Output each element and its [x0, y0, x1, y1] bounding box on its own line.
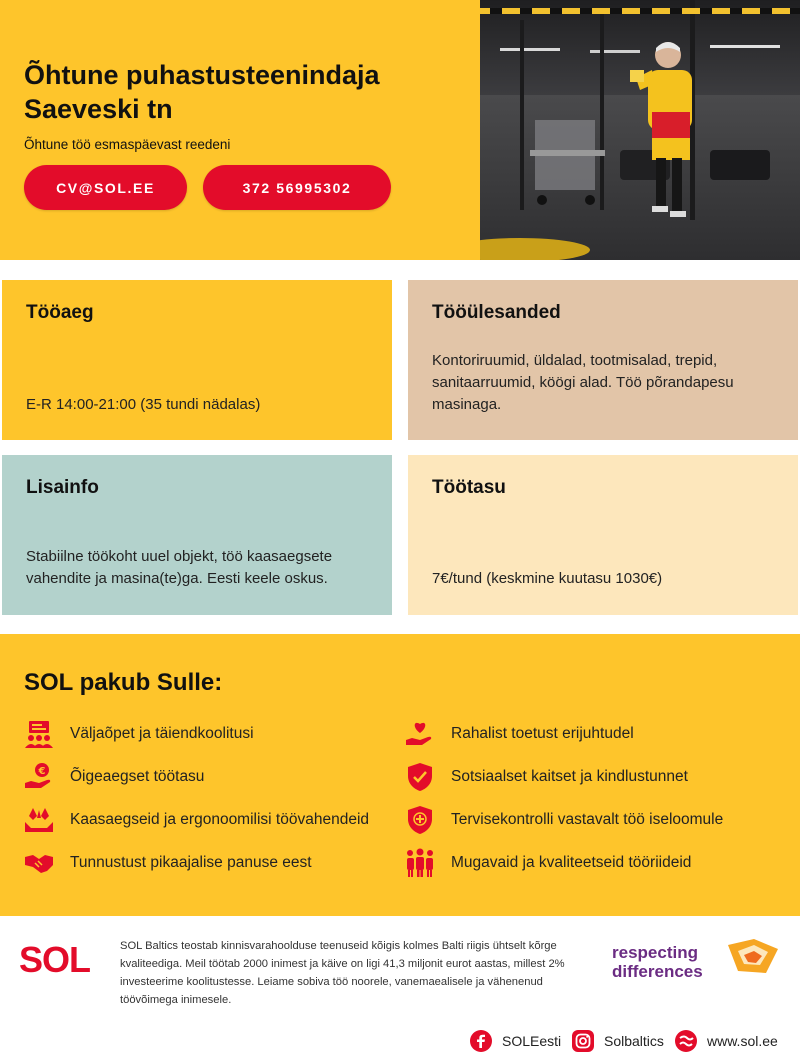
training-icon — [23, 718, 55, 750]
benefit-item — [23, 847, 312, 879]
benefit-item — [404, 761, 688, 793]
benefit-item — [23, 804, 369, 836]
pentagon-mark-icon — [724, 937, 782, 977]
card-text: Stabiilne töökoht uuel objekt, töö kaasaegsete vahendite ja masina(te)ga. Eesti keele oskus. — [26, 548, 333, 587]
benefit-label: Sotsiaalset kaitset ja kindlustunnet — [451, 768, 688, 785]
facebook-icon — [470, 1030, 492, 1052]
card-title: Töötasu — [432, 477, 506, 498]
benefits-section — [0, 634, 800, 916]
slogan-line-2: differences — [612, 962, 703, 981]
sol-logo — [19, 940, 103, 976]
slogan-line-1: respecting — [612, 943, 698, 962]
cleaner-photo — [480, 0, 800, 260]
phone-button[interactable]: 372 56995302 — [203, 165, 391, 210]
card-text: E-R 14:00-21:00 (35 tundi nädalas) — [26, 396, 261, 413]
benefit-label: Õigeaegset töötasu — [70, 768, 205, 785]
email-button[interactable]: CV@SOL.EE — [24, 165, 187, 210]
instagram-icon — [572, 1030, 594, 1052]
benefit-label: Tervisekontrolli vastavalt töö iseloomule — [451, 811, 724, 828]
card-title: Tööaeg — [26, 302, 94, 323]
sol-logo-text: SOL — [19, 940, 91, 976]
respecting-differences-logo — [612, 941, 782, 983]
benefits-title: SOL pakub Sulle: — [24, 669, 223, 696]
facebook-link[interactable] — [470, 1028, 561, 1054]
benefit-label: Rahalist toetust erijuhtudel — [451, 725, 634, 742]
facebook-label: SOLEesti — [502, 1033, 562, 1049]
website-link[interactable] — [675, 1028, 778, 1054]
benefit-item — [404, 847, 691, 879]
handshake-icon — [23, 847, 55, 879]
tools-hand-icon — [23, 804, 55, 836]
benefit-item — [23, 761, 204, 793]
instagram-label: Solbaltics — [604, 1033, 664, 1049]
instagram-link[interactable] — [572, 1028, 664, 1054]
card-working-time — [2, 280, 392, 440]
people-icon — [404, 847, 436, 879]
benefit-label: Väljaõpet ja täiendkoolitusi — [70, 725, 254, 742]
benefit-label: Mugavaid ja kvaliteetseid tööriideid — [451, 854, 692, 871]
website-label: www.sol.ee — [707, 1033, 778, 1049]
benefit-item — [23, 718, 254, 750]
card-title: Lisainfo — [26, 477, 99, 498]
header-banner — [0, 0, 480, 260]
job-subtitle: Õhtune töö esmaspäevast reedeni — [24, 137, 231, 152]
svg-text:€: € — [38, 766, 46, 777]
card-salary — [408, 455, 798, 615]
benefit-item — [404, 804, 723, 836]
euro-hand-icon — [23, 761, 55, 793]
benefit-label: Tunnustust pikaajalise panuse eest — [70, 854, 312, 871]
shield-check-icon — [404, 761, 436, 793]
card-extra-info — [2, 455, 392, 615]
card-text: Kontoriruumid, üldalad, tootmisalad, trepid, sanitaarruumid, köögi alad. Töö põrandapesu masinaga. — [432, 352, 734, 413]
card-tasks — [408, 280, 798, 440]
company-description: SOL Baltics teostab kinnisvarahoolduse teenuseid kõigis kolmes Balti riigis ühtselt kõrge kvaliteediga. Meil töötab 2000 inimest ja käive on ligi 41,3 miljonit eurot aastas, millest 2% investeerime koolitustesse. Leiame sobiva töö noorele, vanemaealisele ja vähenenud töövõimega inimesele. — [120, 940, 565, 1006]
card-text: 7€/tund (keskmine kuutasu 1030€) — [432, 570, 663, 587]
job-title: Õhtune puhastusteenindaja Saeveski tn — [24, 60, 380, 124]
globe-icon — [675, 1030, 697, 1052]
benefit-label: Kaasaegseid ja ergonoomilisi töövahendeid — [70, 811, 370, 828]
shield-cross-icon — [404, 804, 436, 836]
benefit-item — [404, 718, 634, 750]
heart-hand-icon — [404, 718, 436, 750]
card-title: Tööülesanded — [432, 302, 561, 323]
